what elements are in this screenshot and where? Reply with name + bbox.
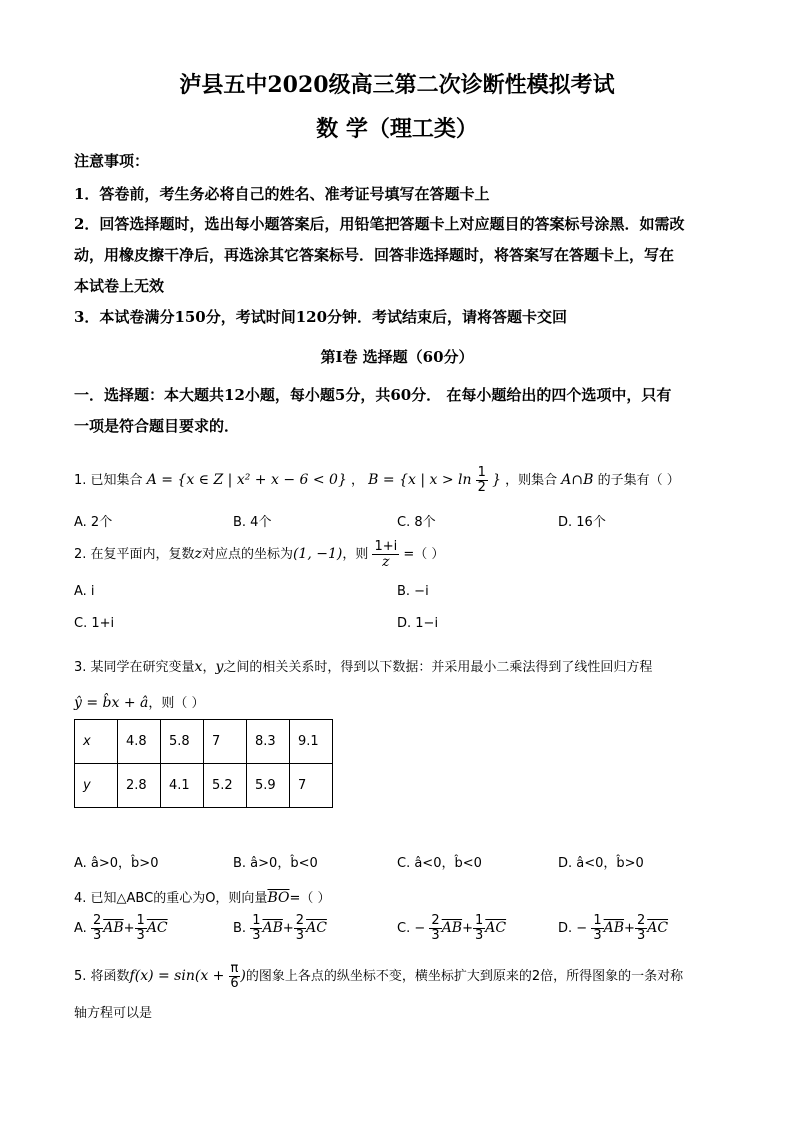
table-cell: 5.2 (204, 764, 247, 808)
table-cell: 4.1 (161, 764, 204, 808)
q3-data-table (74, 719, 333, 808)
vector: $\overline{AC}$ (647, 920, 669, 936)
frac-num: 1 (252, 913, 261, 928)
q3-var-x: x (194, 659, 203, 675)
q1-option-d: D. 16个 (558, 515, 606, 530)
frac-num: 2 (431, 913, 440, 928)
option-label: B. (233, 921, 247, 936)
question-3-line-2 (74, 692, 205, 711)
q5-function: f(x) = sin(x + (129, 968, 225, 984)
q5-fraction (229, 962, 241, 991)
operator: + (624, 921, 635, 936)
q2-suffix: =（ ） (403, 547, 445, 562)
q1-option-c: C. 8个 (397, 515, 436, 530)
question-5-line-2: 轴方程可以是 (74, 1006, 153, 1021)
q5-frac-den: 6 (230, 976, 239, 991)
frac-num: 1 (136, 913, 145, 928)
operator: + (123, 921, 135, 936)
table-row (75, 764, 333, 808)
q2-fraction (372, 540, 399, 569)
frac-den: 3 (252, 928, 261, 943)
q4-option-c (397, 914, 506, 943)
q5-frac-num: π (230, 961, 239, 976)
q4-text: 4. 已知△ABC的重心为O，则向量 (74, 891, 268, 906)
vector: $\overline{AC}$ (306, 920, 327, 936)
option-label: A. (74, 921, 87, 936)
table-cell: 7 (290, 764, 333, 808)
section-intro-line-1: 一．选择题：本大题共12小题，每小题5分，共60分． 在每小题给出的四个选项中，只有 (74, 386, 672, 404)
q5-function-close: ) (240, 968, 246, 984)
frac-den: 3 (475, 928, 484, 943)
option-sign: − (414, 921, 426, 936)
q3-text-a: 3. 某同学在研究变量 (74, 660, 195, 675)
question-5-line-1 (74, 962, 683, 991)
section-title: 第I卷 选择题（60分） (320, 348, 474, 366)
question-2 (74, 540, 444, 569)
q5-prefix: 5. 将函数 (74, 969, 130, 984)
option-label: D. (558, 921, 573, 936)
table-cell: 5.8 (161, 720, 204, 764)
q2-option-b: B. −i (397, 584, 429, 599)
notice-item-1: 1．答卷前，考生务必将自己的姓名、准考证号填写在答题卡上 (74, 185, 490, 203)
vector: $\overline{AC}$ (485, 920, 507, 936)
frac-den: 3 (593, 928, 602, 943)
q3-option-a: A. â>0，b̂>0 (74, 856, 159, 871)
option-sign: − (576, 921, 588, 936)
operator: + (462, 921, 473, 936)
notice-item-3: 3．本试卷满分150分，考试时间120分钟．考试结束后，请将答题卡交回 (74, 308, 568, 326)
q4-option-b (233, 914, 327, 943)
q2-option-a: A. i (74, 584, 95, 599)
q1-set-a: A = {x ∈ Z | x² + x − 6 < 0} (146, 472, 347, 488)
frac-den: 3 (136, 928, 145, 943)
question-4 (74, 887, 331, 906)
table-cell: 9.1 (290, 720, 333, 764)
q1-expression: A∩B (561, 472, 594, 488)
q1-fraction (476, 466, 488, 495)
q4-suffix: =（ ） (289, 891, 331, 906)
vector: $\overline{AB}$ (262, 920, 283, 936)
q2-option-d: D. 1−i (397, 616, 439, 631)
q2-middle-2: ，则 (342, 547, 369, 562)
question-3-line-1 (74, 656, 652, 675)
q2-prefix: 2. 在复平面内，复数 (74, 547, 195, 562)
q4-option-a (74, 914, 168, 943)
table-cell: 4.8 (118, 720, 161, 764)
q1-prefix: 1. 已知集合 (74, 473, 143, 488)
q1-option-b: B. 4个 (233, 515, 272, 530)
q3-equation: ŷ = b̂x + â (74, 695, 149, 711)
option-label: C. (397, 921, 411, 936)
q2-frac-num: 1+i (374, 539, 398, 554)
section-intro-line-2: 一项是符合题目要求的． (74, 417, 240, 435)
q1-set-b: B = {x | x > ln (368, 472, 472, 488)
frac-num: 2 (636, 913, 646, 928)
operator: + (282, 921, 294, 936)
frac-den: 3 (431, 928, 440, 943)
q2-middle: 对应点的坐标为 (201, 547, 293, 562)
frac-num: 1 (593, 913, 602, 928)
table-cell: 8.3 (247, 720, 290, 764)
q1-separator: ， (351, 473, 365, 488)
q1-suffix: ，则集合 (505, 473, 558, 488)
table-cell: 5.9 (247, 764, 290, 808)
frac-den: 3 (92, 928, 102, 943)
q1-frac-num: 1 (477, 465, 486, 480)
table-cell: 2.8 (118, 764, 161, 808)
vector: $\overline{AB}$ (441, 920, 463, 936)
table-cell: y (75, 764, 118, 808)
notice-item-2-line-3: 本试卷上无效 (74, 277, 165, 295)
q1-frac-den: 2 (477, 480, 486, 495)
frac-num: 2 (295, 913, 305, 928)
table-cell: 7 (204, 720, 247, 764)
q2-option-c: C. 1+i (74, 616, 115, 631)
q3-option-d: D. â<0，b̂>0 (558, 856, 644, 871)
page-title: 泸县五中2020级高三第二次诊断性模拟考试 (179, 72, 615, 98)
table-row (75, 720, 333, 764)
table-cell: x (75, 720, 118, 764)
q4-option-d (558, 914, 668, 943)
q3-option-b: B. â>0，b̂<0 (233, 856, 318, 871)
q3-var-y: y (215, 659, 224, 675)
q1-suffix-2: 的子集有（ ） (597, 473, 680, 488)
q2-point: (1, −1) (292, 546, 343, 562)
notice-item-2-line-1: 2．回答选择题时，选出每小题答案后，用铅笔把答题卡上对应题目的答案标号涂黑．如需改 (74, 215, 685, 233)
q1-option-a: A. 2个 (74, 515, 113, 530)
q4-vector: $\overline{BO}$ (267, 890, 290, 906)
q5-line-1-rest: 的图象上各点的纵坐标不变，横坐标扩大到原来的2倍，所得图象的一条对称 (245, 969, 684, 984)
q3-line-2-suffix: ，则（ ） (148, 696, 205, 711)
frac-num: 2 (92, 913, 102, 928)
q3-option-c: C. â<0，b̂<0 (397, 856, 482, 871)
q1-set-b-close: } (492, 472, 501, 488)
notice-heading: 注意事项： (74, 152, 150, 170)
q3-text-c: 之间的相关关系时，得到以下数据：并采用最小二乘法得到了线性回归方程 (223, 660, 653, 675)
notice-item-2-line-2: 动，用橡皮擦干净后，再选涂其它答案标号．回答非选择题时，将答案写在答题卡上，写在 (74, 246, 675, 264)
q2-frac-den: z (382, 554, 390, 570)
frac-den: 3 (636, 928, 646, 943)
page-subtitle: 数 学（理工类） (316, 116, 478, 142)
q3-text-b: ， (202, 660, 216, 675)
vector: $\overline{AB}$ (603, 920, 625, 936)
frac-den: 3 (295, 928, 305, 943)
q2-variable: z (194, 546, 202, 562)
vector: $\overline{AC}$ (146, 920, 168, 936)
vector: $\overline{AB}$ (103, 920, 124, 936)
question-1 (74, 466, 680, 495)
frac-num: 1 (475, 913, 484, 928)
